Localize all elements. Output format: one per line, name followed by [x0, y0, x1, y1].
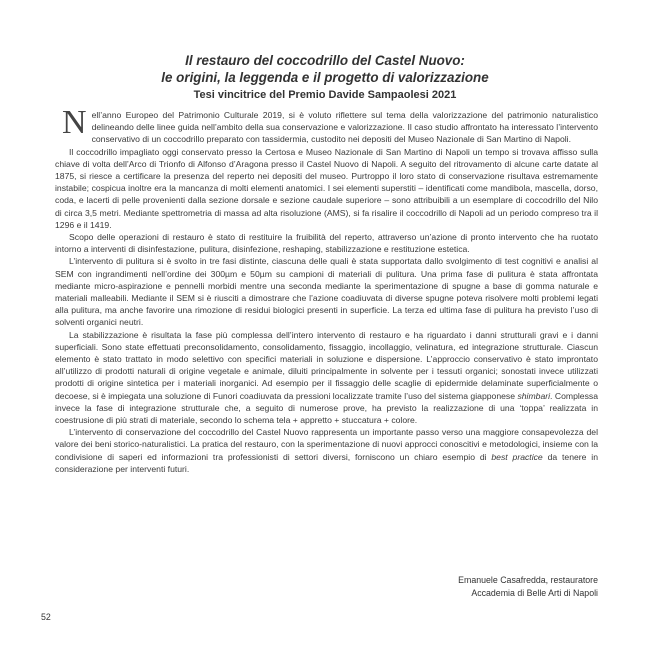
author-affiliation: Accademia di Belle Arti di Napoli — [471, 588, 598, 598]
article-subtitle: Tesi vincitrice del Premio Davide Sampaolesi 2021 — [193, 89, 457, 101]
text-segment: . Complessa invece la fase di integrazione strutturale che, a seguito di numerose prove, ha previsto la realizzazione di una ‘toppa’ realizzata in coestrusione di più strati di materiale, secondo lo schema tela + appretto + stuccatura + colore. — [55, 390, 598, 426]
body-paragraph — [55, 146, 598, 231]
text-segment: L’intervento di pulitura si è svolto in tre fasi distinte, ciascuna delle quali è stata supportata dallo svolgimento di test cognitivi e analisi al SEM con ingrandimenti nell’ordine dei 300µm e 50µm su campioni di materiali di pulitura. Una prima fase di pulitura è stata affrontata mediante micro-aspirazione e pennelli morbidi mentre una seconda mediante la sperimentazione di spugne a base di gomma naturale e materiali malleabili. Mediante il SEM si è riusciti a dimostrare che l’azione coadiuvata di diverse spugne poteva risolvere molti problemi legati alla pulitura, ma anche favorire una rimozione di residui biologici presenti in superficie. La terza ed ultima fase di pulitura ha previsto l’uso di solventi organici neutri. — [55, 256, 598, 328]
article-body — [55, 104, 598, 475]
italic-term: shimbari — [517, 390, 551, 401]
article-title-line-1: Il restauro del coccodrillo del Castel Nuovo: — [185, 53, 465, 68]
author-signature — [458, 574, 598, 600]
text-segment: La stabilizzazione è risultata la fase più complessa dell’intero intervento di restauro e ha riguardato i danni strutturali gravi e i danni superficiali. Sono state effettuati preconsolidamento, consolidamento, fissaggio, incollaggio, velinatura, ed integrazione strutturale. Ciascun elemento è stato trattato in modo selettivo con specifici materiali in soluzione e dispersione. L’approccio conservativo è stato improntato all’utilizzo di prodotti naturali di origine vegetale e animale, diluiti principalmente in solvente per i tessuti organici; sonostati invece utilizzati prodotti di origine sintetica per i materiali inorganici. Ad esempio per il fissaggio delle scaglie di epidermide delaminate superficialmente o decoese, si è impiegata una soluzione di Funori coadiuvata da pressioni localizzate tramite l’uso del sistema giapponese — [55, 329, 598, 401]
body-paragraph — [55, 329, 598, 427]
article-title-line-2: le origini, la leggenda e il progetto di valorizzazione — [161, 70, 489, 85]
body-paragraph — [55, 255, 598, 328]
italic-term: best practice — [491, 451, 543, 462]
author-name: Emanuele Casafredda, restauratore — [458, 575, 598, 585]
body-paragraph — [55, 104, 598, 146]
article-header — [0, 52, 650, 104]
text-segment: L’intervento di conservazione del coccodrillo del Castel Nuovo rappresenta un importante passo verso una maggiore consapevolezza del valore dei beni storico-naturalistici. La pratica del restauro, con la sperimentazione di nuovi approcci conoscitivi e metodologici, insieme con la condivisione di saperi ed informazioni tra professionisti di settori diversi, forniscono un chiaro esempio di — [55, 427, 598, 462]
body-paragraph — [55, 231, 598, 255]
drop-cap: N — [62, 104, 87, 141]
body-paragraph — [55, 426, 598, 475]
page-number: 52 — [41, 612, 51, 622]
text-segment: Scopo delle operazioni di restauro è stato di restituire la fruibilità del reperto, attraverso un’azione di pronto intervento che ha ruotato intorno a interventi di disinfestazione, pulitura, disinfezione, reshaping, stabilizzazione e restituzione estetica. — [55, 232, 598, 255]
text-segment: ell’anno Europeo del Patrimonio Culturale 2019, si è voluto riflettere sul tema della valorizzazione del patrimonio naturalistico delineando delle linee guida nell’ambito della sua conservazione e valorizzazione. Il caso studio affrontato ha interessato l’intervento conservativo di un coccodrillo preparato con tassidermia, custodito nei depositi del Museo Nazionale di San Martino di Napoli. — [91, 110, 598, 145]
text-segment: Il coccodrillo impagliato oggi conservato presso la Certosa e Museo Nazionale di San Martino di Napoli un tempo si trovava affisso sulla chiave di volta dell’Arco di Trionfo di Alfonso d’Aragona presso il Castel Nuovo di Napoli. A seguito del ritrovamento di alcune carte datate al 1875, si riesce a certificare la presenza del reperto nei depositi del museo. Purtroppo il loro stato di conservazione risultava estremamente instabile; cospicua inoltre era la mancanza di molti elementi anatomici. I sei elementi superstiti – identificati come mandibola, mascella, dorso, coda, e lacerti di pelle provenienti dalla sezione dorsale e sezione caudale superiore – sono attribuibili a un esemplare di coccodrillo del Nilo di circa 3,5 metri. Mediante spettrometria di massa ad alta risoluzione (AMS), si fa risalire il coccodrillo di Napoli ad un periodo compreso tra il 1296 e il 1419. — [55, 146, 598, 230]
text-segment: da tenere in considerazione per interventi futuri. — [55, 451, 598, 474]
